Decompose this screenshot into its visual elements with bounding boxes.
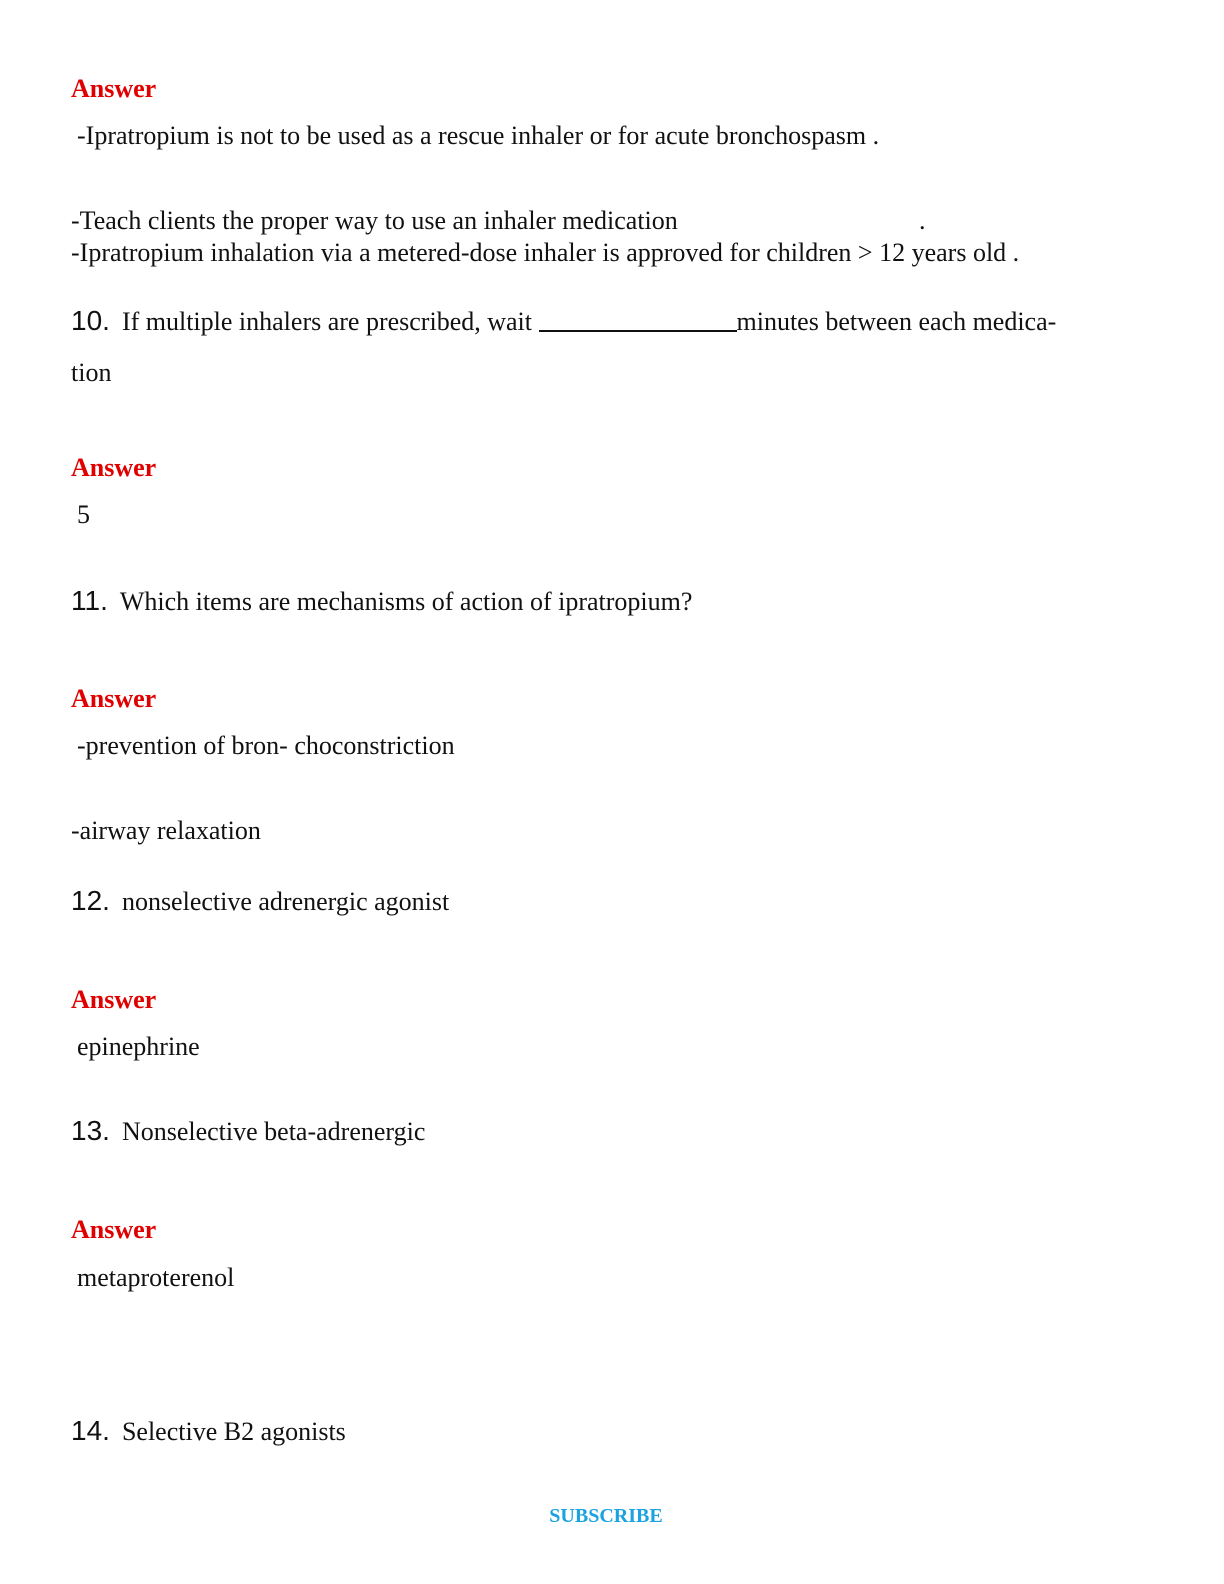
subscribe-link[interactable]: SUBSCRIBE (549, 1505, 663, 1527)
answer-line-dot: . (919, 206, 926, 235)
question-14 (71, 1415, 346, 1447)
question-number: 14. (71, 1415, 110, 1446)
question-text: Which items are mechanisms of action of ipratropium? (119, 587, 693, 616)
question-number: 10. (71, 305, 110, 336)
question-text: Selective B2 agonists (121, 1417, 346, 1446)
answer-label: Answer (71, 1215, 157, 1244)
answer-label: Answer (71, 74, 157, 103)
fill-in-blank (539, 308, 737, 332)
question-text-wrap: tion (71, 358, 112, 387)
answer-text: 5 (77, 500, 90, 529)
answer-text: metaproterenol (77, 1263, 235, 1292)
question-11 (71, 585, 692, 617)
question-10 (71, 305, 1056, 337)
question-text: Nonselective beta-adrenergic (121, 1117, 426, 1146)
answer-label: Answer (71, 985, 157, 1014)
question-text-cont: minutes between each medica- (736, 307, 1057, 336)
question-number: 11. (71, 585, 108, 616)
question-12 (71, 885, 449, 917)
answer-line: -Teach clients the proper way to use an inhaler medication (71, 206, 678, 235)
answer-text: -prevention of bron- choconstriction (77, 731, 455, 760)
answer-line: -Ipratropium inhalation via a metered-dose inhaler is approved for children > 12 years old . (71, 238, 1020, 267)
question-number: 13. (71, 1115, 110, 1146)
answer-text: -airway relaxation (71, 816, 261, 845)
answer-text: epinephrine (77, 1032, 200, 1061)
answer-label: Answer (71, 453, 157, 482)
question-number: 12. (71, 885, 110, 916)
question-13 (71, 1115, 425, 1147)
question-text: If multiple inhalers are prescribed, wait (121, 307, 539, 336)
question-text: nonselective adrenergic agonist (121, 887, 450, 916)
answer-label: Answer (71, 684, 157, 713)
answer-line: -Ipratropium is not to be used as a rescue inhaler or for acute bronchospasm . (77, 121, 880, 150)
